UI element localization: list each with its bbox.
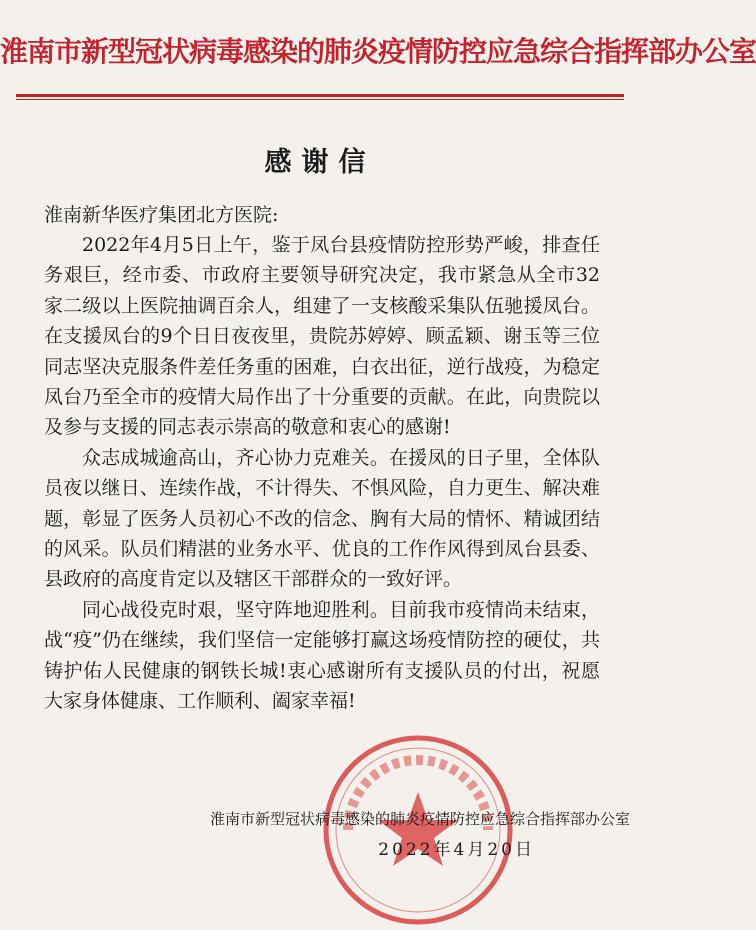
paragraph-1: 2022年4月5日上午，鉴于凤台县疫情防控形势严峻，排查任务艰巨，经市委、市政府主要领导研究决定，我市紧急从全市32家二级以上医院抽调百余人，组建了一支核酸采集队伍驰援凤台。在支援凤台的9个日日夜夜里，贵院苏婷婷、顾孟颖、谢玉等三位同志坚决克服条件差任务重的困难，白衣出征，逆行战疫，为稳定凤台乃至全市的疫情大局作出了十分重要的贡献。在此，向贵院以及参与支援的同志表示崇高的敬意和衷心的感谢! xyxy=(44,234,600,439)
signing-date: 2022年4月20日 xyxy=(378,840,535,860)
paragraph-3: 同心战役克时艰，坚守阵地迎胜利。目前我市疫情尚未结束，战“疫”仍在继续，我们坚信一定能够打赢这场疫情防控的硬仗，共铸护佑人民健康的钢铁长城!衷心感谢所有支援队员的付出，祝愿大家身体健康、工作顺利、阖家幸福! xyxy=(44,598,600,713)
salutation: 淮南新华医疗集团北方医院: xyxy=(44,204,279,226)
signer: 淮南市新型冠状病毒感染的肺炎疫情防控应急综合指挥部办公室 xyxy=(210,810,631,828)
letterhead-rule-thick xyxy=(16,94,624,97)
seal-star-icon xyxy=(318,730,518,930)
paragraph-2: 众志成城逾高山，齐心协力克难关。在援凤的日子里，全体队员夜以继日、连续作战，不计得失、不惧风险，自力更生、解决难题，彰显了医务人员初心不改的信念、胸有大局的情怀、精诚团结的风采。队员们精湛的业务水平、优良的工作作风得到凤台县委、县政府的高度肯定以及辖区干部群众的一致好评。 xyxy=(44,446,600,591)
letterhead-rule-thin xyxy=(16,99,624,100)
letter-body xyxy=(44,230,600,717)
letterhead: 淮南市新型冠状病毒感染的肺炎疫情防控应急综合指挥部办公室 xyxy=(0,35,756,68)
letter-title: 感谢信 xyxy=(264,147,376,178)
